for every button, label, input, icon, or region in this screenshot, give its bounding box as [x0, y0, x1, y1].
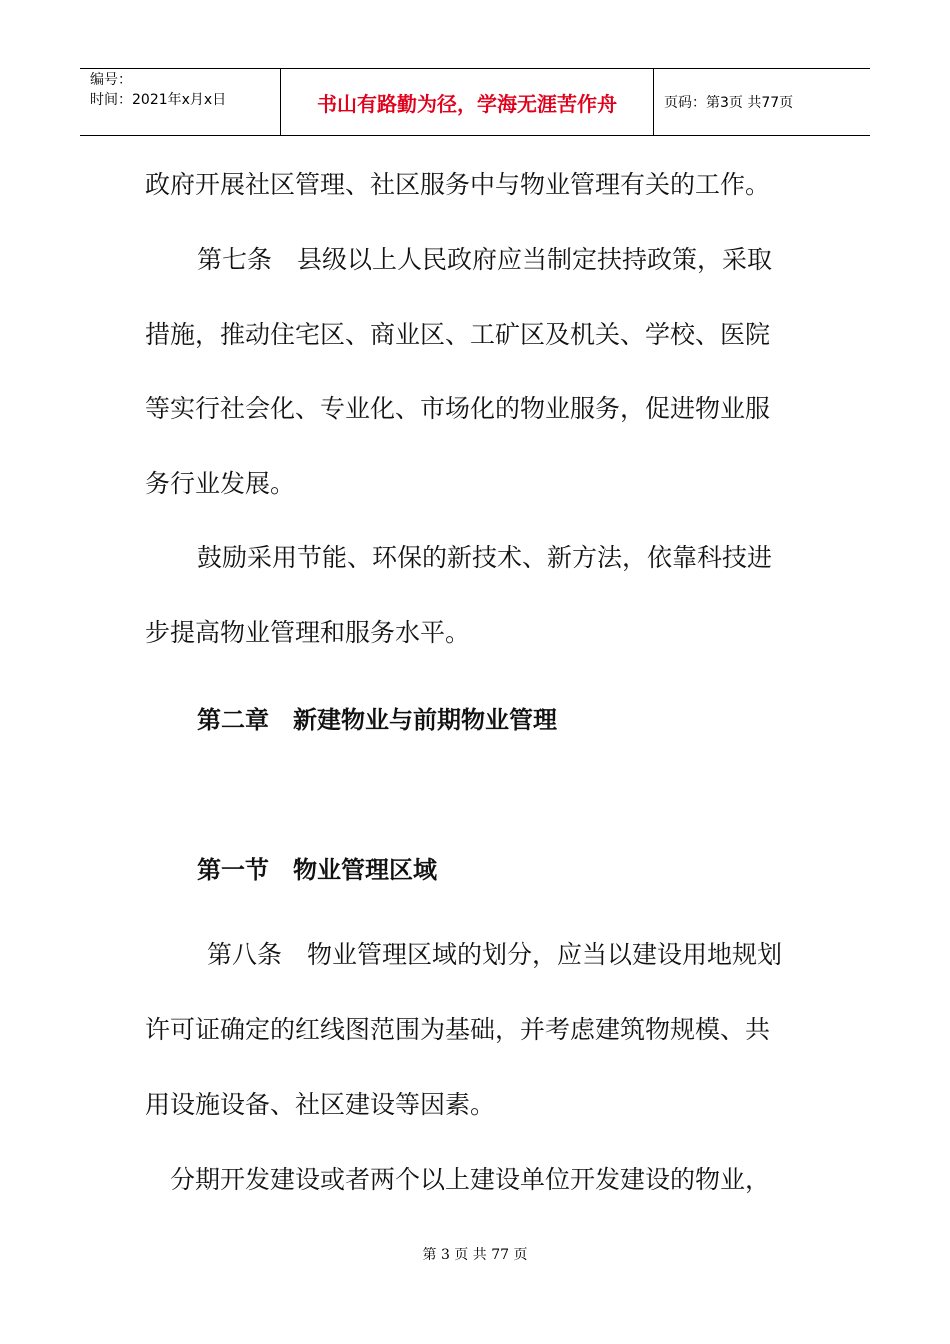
- body-line: 许可证确定的红线图范围为基础，并考虑建筑物规模、共: [145, 1015, 771, 1044]
- article-7-line: 第七条 县级以上人民政府应当制定扶持政策，采取: [197, 245, 773, 274]
- body-line: 等实行社会化、专业化、市场化的物业服务，促进物业服: [145, 394, 771, 423]
- body-line: 政府开展社区管理、社区服务中与物业管理有关的工作。: [145, 170, 771, 199]
- document-time-label: 时间：2021年x月x日: [90, 92, 227, 108]
- header-meta: [80, 69, 280, 135]
- body-line: 步提高物业管理和服务水平。: [145, 618, 471, 647]
- body-line: 措施，推动住宅区、商业区、工矿区及机关、学校、医院: [145, 320, 771, 349]
- body-line: 分期开发建设或者两个以上建设单位开发建设的物业，: [170, 1165, 771, 1194]
- page-footer: 第 3 页 共 77 页: [422, 1247, 528, 1263]
- header-page-info: 页码：第3页 共77页: [664, 95, 794, 111]
- body-line: 鼓励采用节能、环保的新技术、新方法，依靠科技进: [197, 543, 773, 572]
- document-number-label: 编号：: [90, 72, 132, 88]
- article-8-line: 第八条 物业管理区域的划分，应当以建设用地规划: [207, 940, 783, 969]
- body-line: 务行业发展。: [145, 469, 296, 498]
- section-heading: 第一节 物业管理区域: [197, 856, 437, 884]
- header-motto: 书山有路勤为径，学海无涯苦作舟: [280, 69, 654, 135]
- body-line: 用设施设备、社区建设等因素。: [145, 1090, 496, 1119]
- chapter-heading: 第二章 新建物业与前期物业管理: [197, 706, 557, 734]
- page-header: [80, 68, 870, 136]
